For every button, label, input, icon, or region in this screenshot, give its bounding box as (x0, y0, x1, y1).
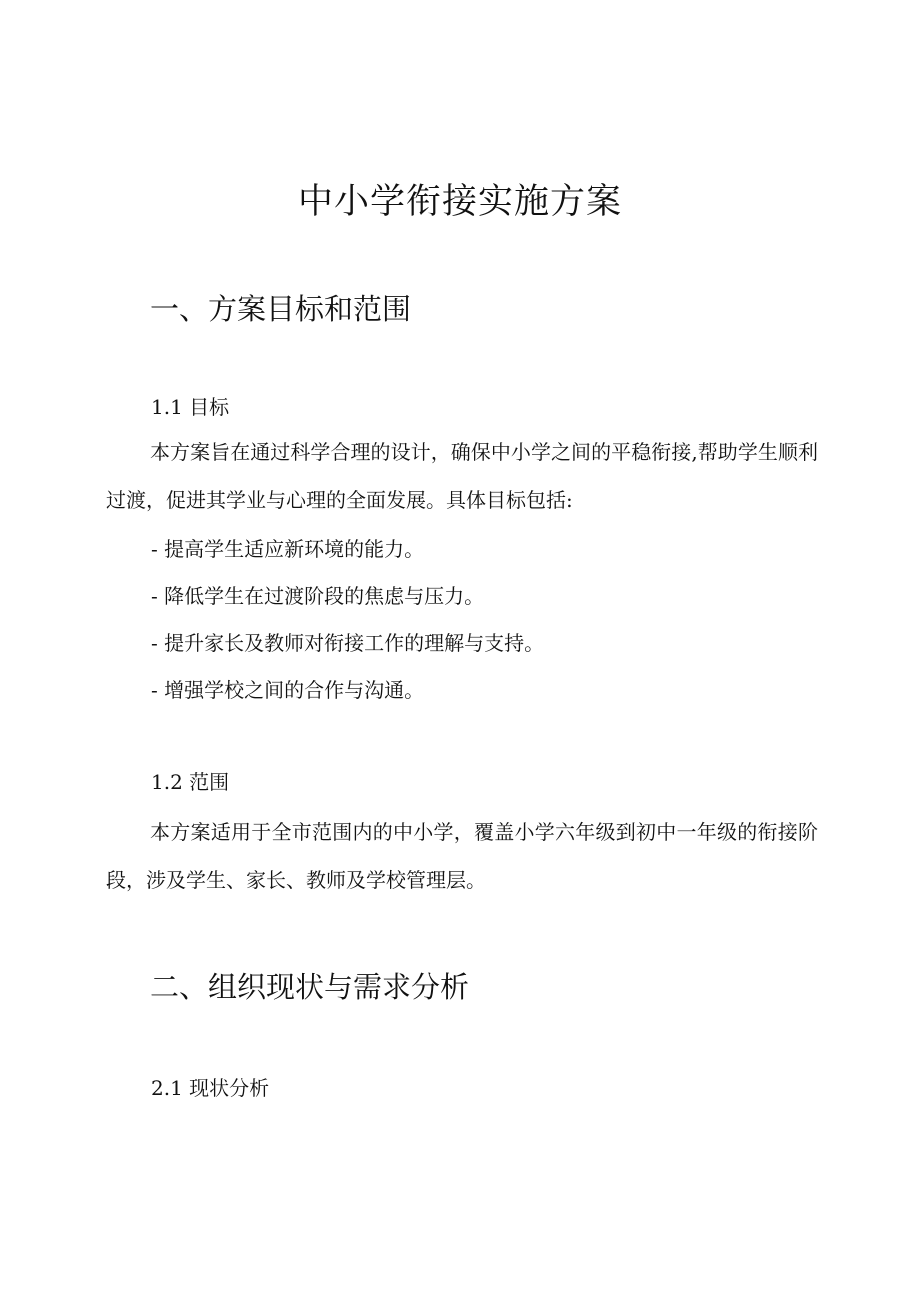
paragraph-scope: 本方案适用于全市范围内的中小学，覆盖小学六年级到初中一年级的衔接阶段，涉及学生、家长、教师及学校管理层。 (106, 820, 818, 892)
subsection-heading-1-2: 1.2 范围 (151, 770, 230, 794)
document-title: 中小学衔接实施方案 (297, 182, 622, 222)
section-heading-2: 二、组织现状与需求分析 (150, 970, 470, 1004)
bullet-item-3: - 提升家长及教师对衔接工作的理解与支持。 (151, 631, 545, 655)
bullet-item-4: - 增强学校之间的合作与沟通。 (151, 678, 425, 702)
subsection-heading-1-1: 1.1 目标 (151, 395, 230, 419)
bullet-item-2: - 降低学生在过渡阶段的焦虑与压力。 (151, 584, 485, 608)
subsection-heading-2-1: 2.1 现状分析 (151, 1076, 270, 1100)
paragraph-goals: 本方案旨在通过科学合理的设计，确保中小学之间的平稳衔接,帮助学生顺利过渡，促进其学业与心理的全面发展。具体目标包括: (106, 440, 818, 512)
bullet-item-1: - 提高学生适应新环境的能力。 (151, 537, 425, 561)
section-heading-1: 一、方案目标和范围 (150, 292, 412, 326)
